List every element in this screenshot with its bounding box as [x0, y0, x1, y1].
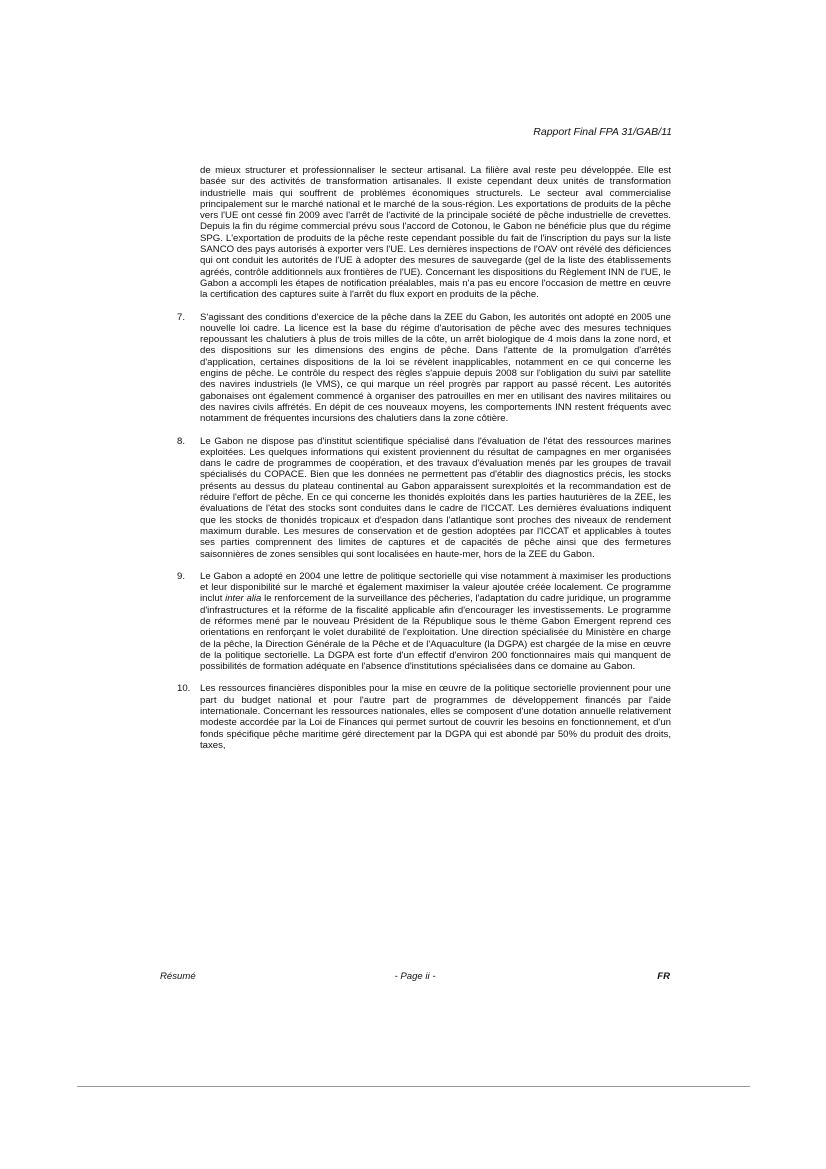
footer-page-number: - Page ii -: [394, 971, 436, 982]
footer-language-code: FR: [657, 971, 670, 982]
report-reference-header: Rapport Final FPA 31/GAB/11: [533, 126, 672, 138]
paragraph-number: 9.: [177, 570, 186, 582]
paragraph-number: 10.: [177, 683, 191, 695]
page-footer: [160, 971, 670, 985]
page-bottom-divider: [77, 1086, 750, 1087]
footer-section-label: Résumé: [160, 971, 196, 982]
paragraph-text: [200, 571, 671, 673]
document-body: [175, 165, 671, 762]
latin-phrase: inter alia: [225, 593, 262, 605]
paragraph-text: Les ressources financières disponibles pour la mise en œuvre de la politique sectorielle proviennent pour une part du budget national et pour l'autre part de programmes de développement financés par l'aide internationale. Concernant les ressources nationales, elles se composent d'une dotation annuelle relativement modeste accordée par la Loi de Finances qui permet surtout de couvrir les besoins en fonctionnement, et d'un fonds spécifique pêche maritime géré directement par la DGPA qui est abondé par 50% du produit des droits, taxes,: [200, 683, 671, 751]
paragraph-text: S'agissant des conditions d'exercice de la pêche dans la ZEE du Gabon, les autorités ont adopté en 2005 une nouvelle loi cadre. La licence est la base du régime d'autorisation de pêche avec des mesures techniques repoussant les chalutiers à plus de trois milles de la côte, un arrêt biologique de 4 mois dans la zone nord, et des dispositions sur les dimensions des engins de pêche. Dans l'attente de la promulgation d'arrêtés d'application, certaines dispositions de la loi se révèlent inapplicables, notamment en ce qui concerne les engins de pêche. Le contrôle du respect des règles s'appuie depuis 2008 sur l'obligation du suivi par satellite des navires industriels (le VMS), ce qui marque un réel progrès par rapport au passé récent. Les autorités gabonaises ont également commencé à organiser des patrouilles en mer en utilisant des navires militaires ou des navires civils affrétés. En dépit de ces nouveaux moyens, les comportements INN restent fréquents avec notamment de fréquentes incursions des chalutiers dans la zone côtière.: [200, 311, 671, 425]
paragraph-text: de mieux structurer et professionnaliser le secteur artisanal. La filière aval reste peu développée. Elle est basée sur des activités de transformation artisanales. Il existe cependant deux unités de transformation industrielle mais qui souffrent de problèmes économiques structurels. Le secteur aval commercialise principalement sur le marché national et le marché de la sous-région. Les exportations de produits de la pêche vers l'UE ont cessé fin 2009 avec l'arrêt de l'activité de la principale société de pêche industrielle de crevettes. Depuis la fin du régime commercial prévu sous l'accord de Cotonou, le Gabon ne bénéficie plus que du régime SPG. L'exportation de produits de la pêche reste cependant possible du fait de l'inscription du pays sur la liste SANCO des pays autorisés à exporter vers l'UE. Les dernières inspections de l'OAV ont révélé des déficiences qui ont conduit les autorités de l'UE à adopter des mesures de sauvegarde (gel de la liste des établissements agréés, contrôle additionnels aux frontières de l'UE). Concernant les dispositions du Règlement INN de l'UE, le Gabon a accompli les étapes de notification préalables, mais n'a pas eu encore l'occasion de mettre en œuvre la certification des captures suite à l'arrêt du flux export en produits de la pêche.: [200, 165, 671, 301]
numbered-paragraph-8: [175, 436, 671, 560]
paragraph-text-start: Le Gabon a adopté en 2004 une lettre de politique sectorielle qui vise notamment à maximiser les productions et leur disponibilité sur le marché et également maximiser la valeur ajoutée créée localement. Ce programme inclut: [200, 570, 671, 605]
numbered-paragraph-10: [175, 683, 671, 751]
paragraph-number: 7.: [177, 311, 186, 323]
continuation-paragraph: [175, 165, 671, 301]
paragraph-text: Le Gabon ne dispose pas d'institut scientifique spécialisé dans l'évaluation de l'état des ressources marines exploitées. Les quelques informations qui existent proviennent du résultat de campagnes en mer organisées dans le cadre de programmes de coopération, et des travaux d'évaluation menés par les groupes de travail spécialisés du COPACE. Bien que les données ne permettent pas d'établir des diagnostics précis, les stocks présents au dessus du plateau continental au Gabon apparaissent surexploités et la recommandation est de réduire l'effort de pêche. En ce qui concerne les thonidés exploités dans les parties hauturières de la ZEE, les évaluations de l'état des stocks sont conduites dans le cadre de l'ICCAT. Les dernières évaluations indiquent que les stocks de thonidés tropicaux et d'espadon dans l'atlantique sont proches des niveaux de rendement maximum durable. Les mesures de conservation et de gestion adoptées par l'ICCAT et applicables à toutes ses parties comprennent des limites de captures et de capacités de pêche ainsi que des fermetures saisonnières de zones sensibles qui sont localisées en haute-mer, hors de la ZEE du Gabon.: [200, 435, 671, 560]
paragraph-text-end: le renforcement de la surveillance des pêcheries, l'adaptation du cadre juridique, un programme d'infrastructures et la réforme de la fiscalité applicable afin d'encourager les investissements. Le programme de réformes mené par le nouveau Président de la République sous le thème Gabon Emergent reprend ces orientations en renforçant le volet durabilité de l'exploitation. Une direction spécialisée du Ministère en charge de la pêche, la Direction Générale de la Pêche et de l'Aquaculture (la DGPA) est chargée de la mise en œuvre de la politique sectorielle. La DGPA est forte d'un effectif d'environ 200 fonctionnaires mais qui manquent de possibilités de formation adéquate en l'absence d'institutions spécialisées dans ce domaine au Gabon.: [200, 593, 671, 673]
numbered-paragraph-9: [175, 571, 671, 673]
paragraph-number: 8.: [177, 435, 186, 447]
numbered-paragraph-7: [175, 312, 671, 425]
